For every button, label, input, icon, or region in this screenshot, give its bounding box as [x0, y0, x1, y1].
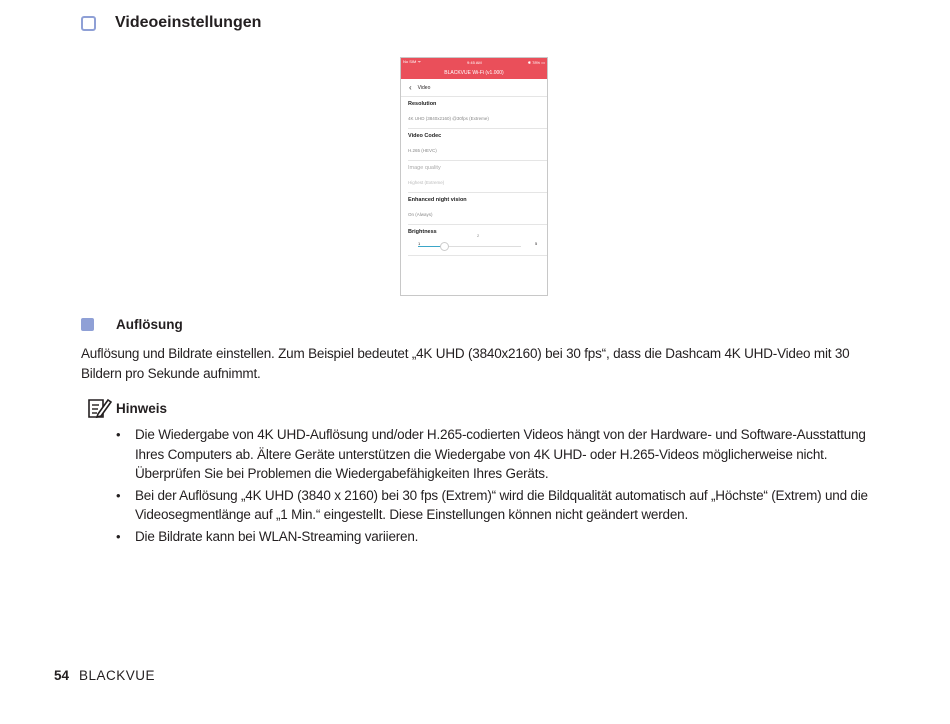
- setting-resolution[interactable]: [408, 97, 547, 129]
- phone-status-bar: [401, 58, 547, 66]
- page-number: 54: [54, 668, 70, 683]
- bullet-icon: •: [116, 528, 121, 544]
- setting-image-quality: [408, 161, 547, 193]
- subsection-square-icon: [81, 318, 94, 331]
- note-item: [113, 486, 873, 525]
- setting-video-codec[interactable]: [408, 129, 547, 161]
- status-carrier: No SIM ᯤ: [403, 59, 422, 64]
- setting-label: Resolution: [408, 101, 437, 107]
- nav-title: Video: [417, 84, 431, 91]
- slider-knob[interactable]: [440, 242, 449, 251]
- note-item-text: Bei der Auflösung „4K UHD (3840 x 2160) bei 30 fps (Extrem)“ wird die Bildqualität automatisch auf „Höchste“ (Extrem) und die Videosegmentlänge auf „1 Min.“ eingestellt. Diese Einstellungen können nicht geändert werden.: [135, 487, 868, 522]
- bullet-icon: •: [116, 487, 121, 503]
- section-title: Videoeinstellungen: [115, 14, 262, 31]
- note-item: [113, 527, 873, 547]
- app-title: BLACKVUE Wi-Fi (v1.000): [444, 69, 504, 76]
- note-header: [86, 397, 167, 419]
- back-chevron-icon[interactable]: ‹: [409, 83, 412, 92]
- note-item: [113, 425, 873, 484]
- status-time: 9:45 AM: [467, 59, 482, 65]
- section-square-icon: [81, 16, 96, 31]
- setting-label: Brightness: [408, 229, 437, 235]
- app-screenshot: [400, 57, 548, 296]
- slider-max-label: 5: [535, 241, 538, 246]
- setting-brightness: [408, 225, 547, 256]
- setting-value: H.265 (HEVC): [408, 148, 437, 153]
- section-header: [81, 14, 261, 32]
- nav-row[interactable]: [401, 79, 547, 97]
- status-battery: ✱ 78% ▭: [527, 59, 545, 65]
- setting-value: Highest (Extreme): [408, 180, 445, 185]
- setting-label: Image quality: [408, 165, 441, 171]
- setting-value: On (Always): [408, 212, 433, 217]
- page-footer: [54, 668, 155, 683]
- setting-label: Enhanced night vision: [408, 197, 467, 203]
- subsection-header: [81, 317, 183, 332]
- setting-label: Video Codec: [408, 133, 442, 139]
- note-list: [113, 425, 873, 548]
- bullet-icon: •: [116, 427, 121, 442]
- note-item-text: Die Wiedergabe von 4K UHD-Auflösung und/oder H.265-codierten Videos hängt von der Hardware- und Software-Ausstattung Ihres Computers ab. Ältere Geräte unterstützen die Wiedergabe von 4K UHD- oder H.265-Videos möglicherweise nicht. Überprüfen Sie bei Problemen die Wiedergabefähigkeiten Ihres Geräts.: [135, 427, 866, 481]
- body-paragraph: Auflösung und Bildrate einstellen. Zum Beispiel bedeutet „4K UHD (3840x2160) bei 30 fps“, dass die Dashcam 4K UHD-Video mit 30 Bildern pro Sekunde aufnimmt.: [81, 346, 850, 381]
- footer-brand: BLACKVUE: [79, 668, 156, 683]
- note-item-text: Die Bildrate kann bei WLAN-Streaming variieren.: [135, 528, 419, 544]
- brightness-slider[interactable]: [418, 246, 521, 247]
- subsection-title: Auflösung: [116, 317, 183, 332]
- note-title: Hinweis: [116, 400, 168, 416]
- slider-current-value: 2: [477, 233, 480, 238]
- app-title-bar: [401, 66, 547, 79]
- note-pencil-icon: [86, 397, 112, 419]
- setting-night-vision[interactable]: [408, 193, 547, 225]
- setting-value: 4K UHD (3840x2160) @30fps (Extreme): [408, 116, 489, 121]
- slider-min-label: 1: [418, 241, 421, 246]
